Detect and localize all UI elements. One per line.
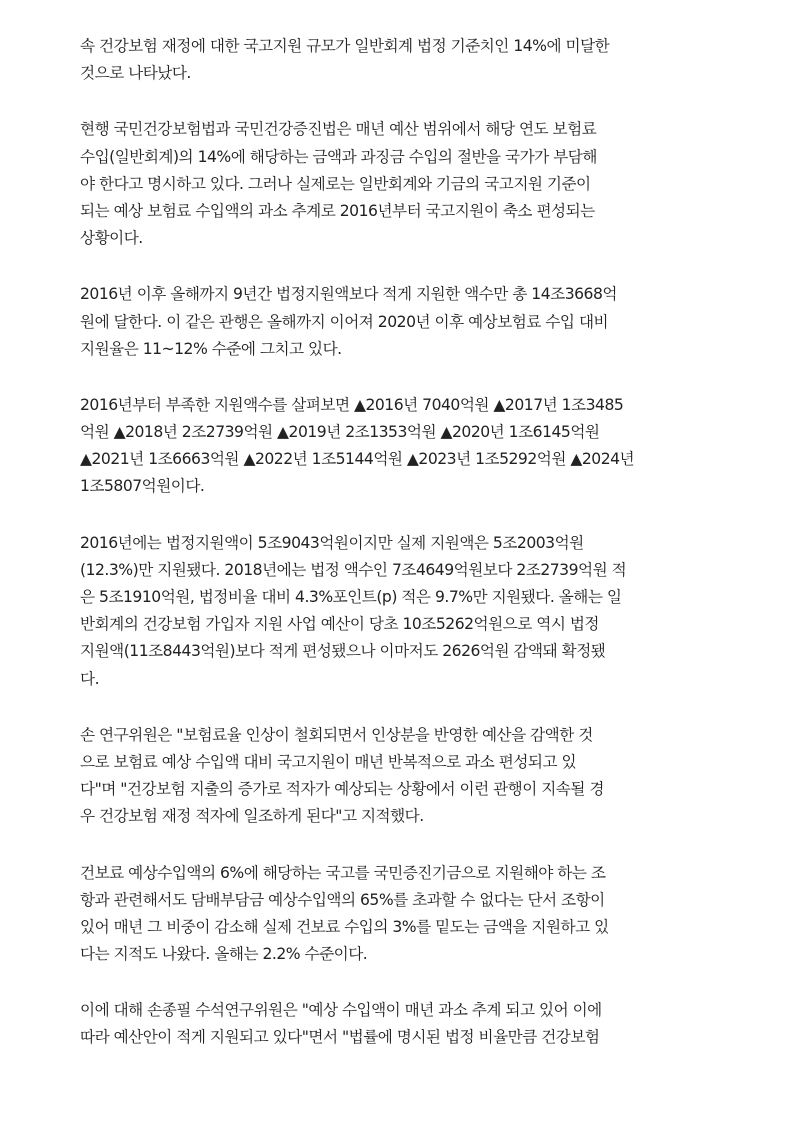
paragraph bbox=[80, 722, 720, 831]
text-line: 지원액(11조8443억원)보다 적게 편성됐으나 이마저도 2626억원 감액돼 확정됐 bbox=[80, 642, 606, 661]
text-line: 이에 대해 손종필 수석연구위원은 "예상 수입액이 매년 과소 추계 되고 있어 이에 bbox=[80, 1001, 602, 1020]
text-line: 반회계의 건강보험 가입자 지원 사업 예산이 당초 10조5262억원으로 역시 법정 bbox=[80, 615, 599, 634]
paragraph bbox=[80, 530, 720, 693]
text-line: 항과 관련해서도 담배부담금 예상수입액의 65%를 초과할 수 없다는 단서 조항이 bbox=[80, 890, 605, 909]
text-line: 2016년 이후 올해까지 9년간 법정지원액보다 적게 지원한 액수만 총 14조3668억 bbox=[80, 285, 617, 304]
text-line: 상황이다. bbox=[80, 229, 143, 248]
text-line: 따라 예산안이 적게 지원되고 있다"면서 "법률에 명시된 법정 비율만큼 건강보험 bbox=[80, 1028, 600, 1047]
text-line: 은 5조1910억원, 법정비율 대비 4.3%포인트(p) 적은 9.7%만 지원됐다. 올해는 일 bbox=[80, 588, 622, 606]
text-line: 지원율은 11~12% 수준에 그치고 있다. bbox=[80, 339, 342, 358]
text-line: ▲2021년 1조6663억원 ▲2022년 1조5144억원 ▲2023년 1조5292억원 ▲2024년 bbox=[80, 450, 635, 469]
text-line: 2016년부터 부족한 지원액수를 살펴보면 ▲2016년 7040억원 ▲2017년 1조3485 bbox=[80, 395, 624, 414]
article-body bbox=[80, 33, 720, 1081]
text-line: 것으로 나타났다. bbox=[80, 64, 191, 83]
text-line: 원에 달한다. 이 같은 관행은 올해까지 이어져 2020년 이후 예상보험료 수입 대비 bbox=[80, 312, 609, 331]
text-line: 우 건강보험 재정 적자에 일조하게 된다"고 지적했다. bbox=[80, 807, 424, 826]
text-line: 야 한다고 명시하고 있다. 그러나 실제로는 일반회계와 기금의 국고지원 기준이 bbox=[80, 174, 591, 193]
paragraph bbox=[80, 392, 720, 501]
text-line: (12.3%)만 지원됐다. 2018년에는 법정 액수인 7조4649억원보다 2조2739억원 적 bbox=[80, 560, 627, 579]
text-line: 억원 ▲2018년 2조2739억원 ▲2019년 2조1353억원 ▲2020년 1조6145억원 bbox=[80, 423, 600, 442]
paragraph bbox=[80, 997, 720, 1051]
text-line: 다는 지적도 나왔다. 올해는 2.2% 수준이다. bbox=[80, 945, 368, 964]
paragraph bbox=[80, 860, 720, 969]
text-line: 되는 예상 보험료 수입액의 과소 추계로 2016년부터 국고지원이 축소 편성되는 bbox=[80, 201, 595, 220]
paragraph bbox=[80, 116, 720, 252]
text-line: 1조5807억원이다. bbox=[80, 477, 205, 496]
paragraph bbox=[80, 281, 720, 363]
text-line: 2016년에는 법정지원액이 5조9043억원이지만 실제 지원액은 5조2003억원 bbox=[80, 533, 584, 552]
text-line: 수입(일반회계)의 14%에 해당하는 금액과 과징금 수입의 절반을 국가가 부담해 bbox=[80, 147, 597, 166]
text-line: 다. bbox=[80, 669, 100, 688]
text-line: 속 건강보험 재정에 대한 국고지원 규모가 일반회계 법정 기준치인 14%에 미달한 bbox=[80, 37, 610, 55]
text-line: 건보료 예상수입액의 6%에 해당하는 국고를 국민증진기금으로 지원해야 하는 조 bbox=[80, 863, 606, 882]
text-line: 현행 국민건강보험법과 국민건강증진법은 매년 예산 범위에서 해당 연도 보험료 bbox=[80, 120, 597, 139]
text-line: 손 연구위원은 "보험료율 인상이 철회되면서 인상분을 반영한 예산을 감액한 것 bbox=[80, 725, 593, 744]
paragraph bbox=[80, 33, 720, 87]
text-line: 으로 보험료 예상 수입액 대비 국고지원이 매년 반복적으로 과소 편성되고 있 bbox=[80, 752, 577, 771]
text-line: 있어 매년 그 비중이 감소해 실제 건보료 수입의 3%를 밑도는 금액을 지원하고 있 bbox=[80, 917, 609, 936]
text-line: 다"며 "건강보험 지출의 증가로 적자가 예상되는 상황에서 이런 관행이 지속될 경 bbox=[80, 780, 604, 799]
